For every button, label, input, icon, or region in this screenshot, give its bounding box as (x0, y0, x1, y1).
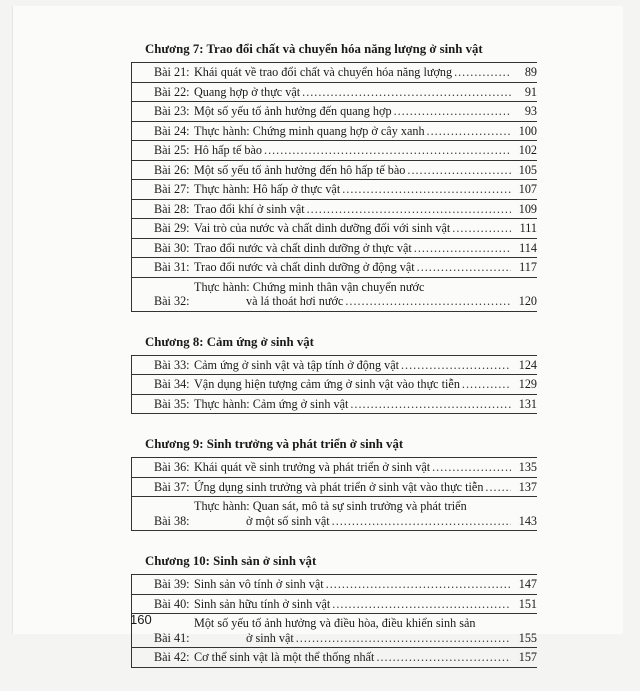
lesson-page: 135 (518, 460, 537, 474)
lesson-title: Hô hấp tế bào (194, 143, 263, 157)
lesson-title-continued: ở sinh vật (246, 630, 294, 645)
dot-leader (332, 514, 511, 529)
dot-leader (414, 241, 511, 256)
toc-entry (131, 239, 537, 259)
lesson-title: Cơ thể sinh vật là một thể thống nhất (194, 650, 375, 664)
lesson-number: Bài 37: (154, 479, 190, 494)
lesson-number: Bài 25: (154, 143, 190, 157)
toc-entry (131, 375, 537, 395)
lesson-number: Bài 40: (154, 596, 190, 611)
chapter-title: Chương 7: Trao đổi chất và chuyển hóa năng lượng ở sinh vật (145, 42, 483, 56)
toc-entry (131, 62, 537, 83)
lesson-title: Thực hành: Chứng minh quang hợp ở cây xanh (194, 123, 425, 138)
toc-entry (131, 200, 537, 220)
lesson-page: 89 (524, 65, 537, 79)
dot-leader (264, 143, 511, 158)
toc-entry (131, 83, 537, 103)
lesson-title: Sinh sản hữu tính ở sinh vật (194, 596, 331, 611)
toc-entry (131, 457, 537, 478)
lesson-page: 124 (518, 357, 537, 372)
lesson-page: 117 (519, 260, 537, 274)
lesson-number: Bài 22: (154, 84, 190, 99)
lesson-list (131, 457, 537, 531)
toc-entry (131, 141, 537, 161)
toc-entry (131, 219, 537, 239)
table-of-contents (131, 42, 537, 691)
lesson-title: Sinh sản vô tính ở sinh vật (194, 577, 324, 591)
lesson-page: 107 (518, 182, 537, 196)
toc-entry (131, 102, 537, 122)
lesson-number: Bài 30: (154, 240, 190, 255)
lesson-number: Bài 23: (154, 104, 190, 118)
lesson-list (131, 62, 537, 312)
lesson-number: Bài 27: (154, 182, 190, 196)
lesson-title: Thực hành: Hô hấp ở thực vật (194, 182, 341, 196)
dot-leader (485, 480, 511, 495)
lesson-title: Ứng dụng sinh trưởng và phát triển ở sinh vật vào thực tiễn (194, 479, 484, 494)
lesson-page: 131 (518, 396, 537, 411)
chapter-section (131, 335, 537, 415)
lesson-page: 155 (518, 630, 537, 645)
dot-leader (332, 597, 511, 612)
page-number: 160 (130, 612, 152, 627)
lesson-page: 147 (518, 577, 537, 591)
lesson-page: 91 (524, 84, 537, 99)
lesson-title: Khái quát về sinh trưởng và phát triển ở sinh vật (194, 460, 431, 474)
lesson-number: Bài 34: (154, 377, 190, 391)
lesson-page: 111 (519, 221, 537, 235)
lesson-page: 100 (518, 123, 537, 138)
dot-leader (452, 221, 511, 236)
dot-leader (302, 85, 511, 100)
lesson-page: 151 (518, 596, 537, 611)
lesson-title: Trao đổi nước và chất dinh dưỡng ở thực vật (194, 240, 412, 255)
toc-entry (131, 595, 537, 615)
lesson-number: Bài 29: (154, 221, 190, 235)
lesson-number: Bài 28: (154, 201, 190, 216)
lesson-page: 157 (518, 650, 537, 664)
dot-leader (417, 260, 511, 275)
chapter-section (131, 437, 537, 531)
toc-entry (131, 395, 537, 415)
lesson-page: 93 (524, 104, 537, 118)
lesson-page: 102 (518, 143, 537, 157)
chapter-title: Chương 8: Cảm ứng ở sinh vật (145, 334, 314, 349)
toc-entry (131, 614, 537, 648)
dot-leader (401, 358, 511, 373)
lesson-title: Một số yếu tố ảnh hưởng đến hô hấp tế bào (194, 162, 406, 177)
toc-entry (131, 180, 537, 200)
lesson-page: 109 (518, 201, 537, 216)
lesson-title: Trao đổi nước và chất dinh dưỡng ở động vật (194, 260, 415, 274)
dot-leader (427, 124, 511, 139)
dot-leader (345, 294, 511, 309)
lesson-number: Bài 31: (154, 260, 190, 274)
toc-entry (131, 355, 537, 376)
lesson-title: Khái quát về trao đổi chất và chuyển hóa năng lượng (194, 65, 453, 79)
lesson-title: Vai trò của nước và chất dinh dưỡng đối với sinh vật (194, 221, 451, 235)
lesson-number: Bài 35: (154, 396, 190, 411)
dot-leader (350, 397, 511, 412)
lesson-page: 105 (518, 162, 537, 177)
dot-leader (342, 182, 511, 197)
lesson-number: Bài 32: (154, 294, 190, 308)
toc-entry (131, 258, 537, 278)
lesson-title: Một số yếu tố ảnh hưởng đến quang hợp (194, 104, 392, 118)
lesson-number: Bài 38: (154, 513, 190, 528)
lesson-number: Bài 36: (154, 460, 190, 474)
lesson-number: Bài 26: (154, 162, 190, 177)
dot-leader (432, 460, 511, 475)
lesson-number: Bài 24: (154, 123, 190, 138)
lesson-number: Bài 33: (154, 357, 190, 372)
lesson-title-continued: ở một số sinh vật (246, 513, 330, 528)
dot-leader (326, 577, 511, 592)
lesson-number: Bài 39: (154, 577, 190, 591)
toc-entry (131, 278, 537, 312)
lesson-title: Vận dụng hiện tượng cảm ứng ở sinh vật vào thực tiễn (194, 377, 460, 391)
dot-leader (462, 377, 511, 392)
chapter-section (131, 42, 537, 312)
lesson-page: 143 (518, 513, 537, 528)
lesson-number: Bài 42: (154, 650, 190, 664)
lesson-list (131, 574, 537, 668)
toc-entry (131, 161, 537, 181)
dot-leader (454, 65, 511, 80)
toc-entry (131, 122, 537, 142)
lesson-list (131, 355, 537, 415)
lesson-title-continued: và lá thoát hơi nước (246, 294, 344, 308)
dot-leader (394, 104, 511, 119)
lesson-title: Thực hành: Chứng minh thân vận chuyển nước (194, 279, 425, 294)
book-page (12, 6, 623, 664)
dot-leader (376, 650, 511, 665)
chapter-section (131, 554, 537, 668)
chapter-title: Chương 10: Sinh sản ở sinh vật (145, 554, 317, 568)
dot-leader (407, 163, 511, 178)
lesson-number: Bài 41: (154, 630, 190, 645)
toc-entry (131, 648, 537, 668)
lesson-title: Cảm ứng ở sinh vật và tập tính ở động vật (194, 357, 399, 372)
toc-entry (131, 478, 537, 498)
toc-entry (131, 497, 537, 531)
lesson-page: 137 (518, 479, 537, 494)
lesson-title: Thực hành: Cảm ứng ở sinh vật (194, 396, 349, 411)
lesson-number: Bài 21: (154, 65, 190, 79)
chapter-title: Chương 9: Sinh trưởng và phát triển ở sinh vật (145, 437, 404, 451)
dot-leader (307, 202, 511, 217)
lesson-title: Quang hợp ở thực vật (194, 84, 301, 99)
dot-leader (296, 631, 511, 646)
lesson-page: 129 (518, 377, 537, 391)
toc-entry (131, 574, 537, 595)
lesson-title: Một số yếu tố ảnh hưởng và điều hòa, điều khiển sinh sản (194, 616, 476, 630)
lesson-title: Thực hành: Quan sát, mô tả sự sinh trưởng và phát triển (194, 499, 467, 513)
lesson-title: Trao đổi khí ở sinh vật (194, 201, 305, 216)
lesson-page: 114 (519, 240, 537, 255)
lesson-page: 120 (518, 294, 537, 308)
